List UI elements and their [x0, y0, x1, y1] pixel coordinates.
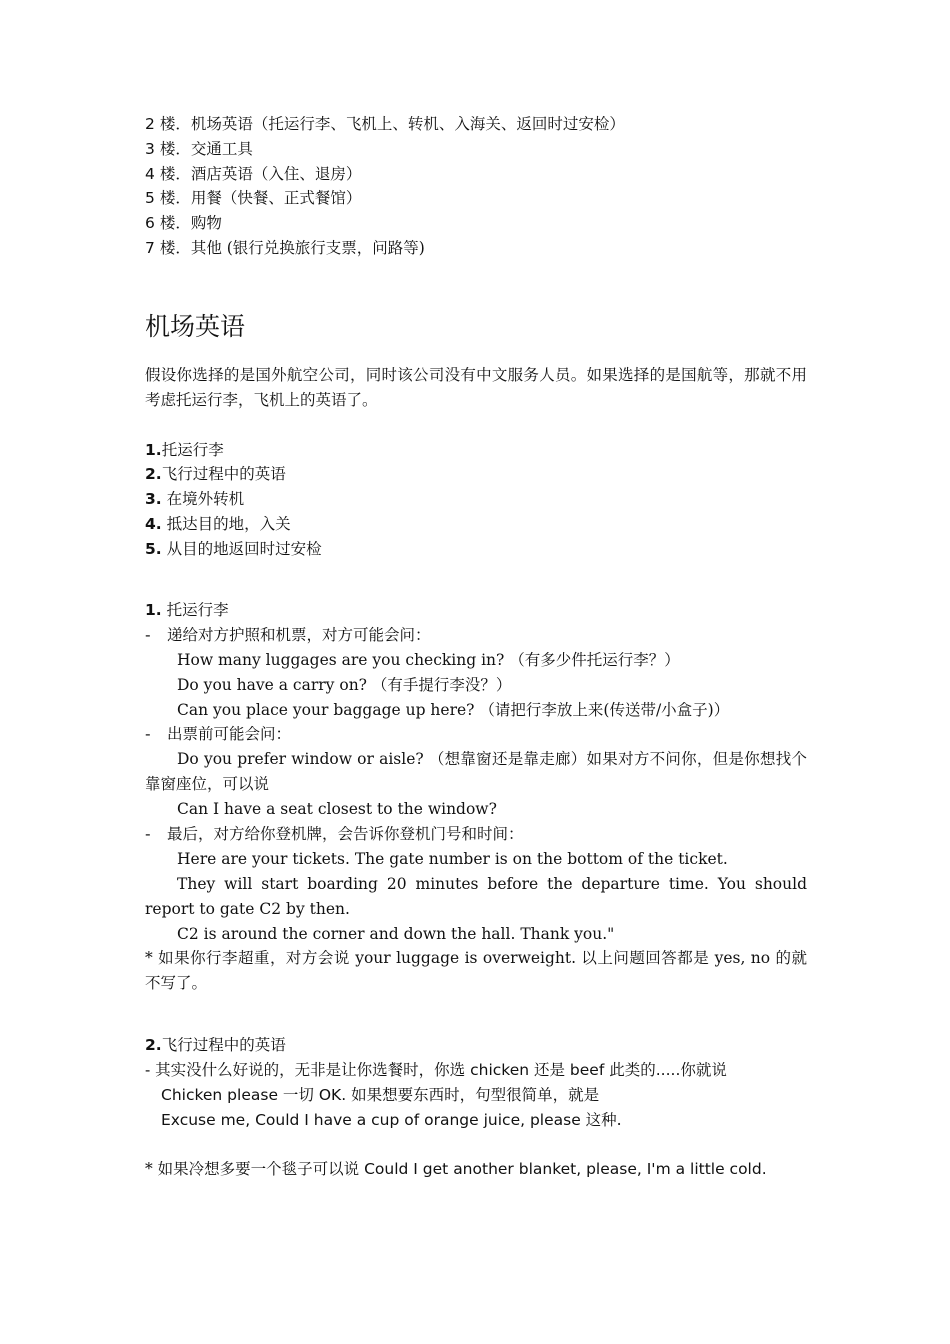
- section-1-heading: 1. 托运行李: [145, 601, 229, 620]
- example-sentence: Can you place your baggage up here? （请把行李放上来(传送带/小盒子)）: [177, 700, 730, 719]
- toc-item: 5. 从目的地返回时过安检: [145, 539, 322, 558]
- floor-item-3: 3 楼．交通工具: [145, 139, 253, 158]
- floor-item-5: 5 楼．用餐（快餐、正式餐馆）: [145, 189, 362, 208]
- toc-list: [145, 438, 807, 562]
- example-paragraph: They will start boarding 20 minutes before the departure time. You should report to gate C2 by then.: [145, 874, 807, 918]
- section-2-heading: 2.飞行过程中的英语: [145, 1036, 286, 1055]
- note-paragraph: * 如果冷想多要一个毯子可以说 Could I get another blanket, please, I'm a little cold.: [145, 1160, 767, 1179]
- example-paragraph: Do you prefer window or aisle? （想靠窗还是靠走廊）如果对方不问你，但是你想找个靠窗座位，可以说: [145, 750, 807, 794]
- intro-paragraph: 假设你选择的是国外航空公司，同时该公司没有中文服务人员。如果选择的是国航等，那就不用考虑托运行李，飞机上的英语了。: [145, 365, 807, 409]
- section-1: [145, 598, 807, 996]
- toc-item: 1.托运行李: [145, 440, 224, 459]
- example-sentence: Do you have a carry on? （有手提行李没？）: [177, 675, 512, 694]
- example-sentence: Can I have a seat closest to the window?: [177, 800, 497, 819]
- bullet-line: - 出票前可能会问：: [145, 725, 292, 744]
- section-title: 机场英语: [145, 311, 246, 341]
- bullet-line: - 最后，对方给你登机牌，会告诉你登机门号和时间：: [145, 824, 524, 843]
- example-sentence: How many luggages are you checking in? （有多少件托运行李？）: [177, 650, 680, 669]
- bullet-line: - 递给对方护照和机票，对方可能会问：: [145, 626, 431, 645]
- body-line: Excuse me, Could I have a cup of orange juice, please 这种.: [161, 1110, 622, 1129]
- body-line: Chicken please 一切 OK. 如果想要东西时，句型很简单，就是: [161, 1085, 600, 1104]
- example-sentence: Here are your tickets. The gate number is on the bottom of the ticket.: [177, 849, 728, 868]
- document-page: [145, 112, 807, 1182]
- floor-list: [145, 112, 807, 261]
- toc-item: 2.飞行过程中的英语: [145, 465, 286, 484]
- body-line: - 其实没什么好说的，无非是让你选餐时，你选 chicken 还是 beef 此类的.....你就说: [145, 1060, 727, 1079]
- floor-item-7: 7 楼．其他 (银行兑换旅行支票，问路等): [145, 238, 425, 257]
- toc-item: 4. 抵达目的地，入关: [145, 514, 291, 533]
- section-2: [145, 1033, 807, 1182]
- floor-item-2: 2 楼．机场英语（托运行李、飞机上、转机、入海关、返回时过安检）: [145, 115, 625, 133]
- note-paragraph: * 如果你行李超重，对方会说 your luggage is overweight. 以上问题回答都是 yes, no 的就不写了。: [145, 949, 807, 993]
- toc-item: 3. 在境外转机: [145, 490, 245, 509]
- floor-item-6: 6 楼．购物: [145, 214, 222, 233]
- floor-item-4: 4 楼．酒店英语（入住、退房）: [145, 164, 362, 183]
- example-sentence: C2 is around the corner and down the hall. Thank you.": [177, 924, 615, 943]
